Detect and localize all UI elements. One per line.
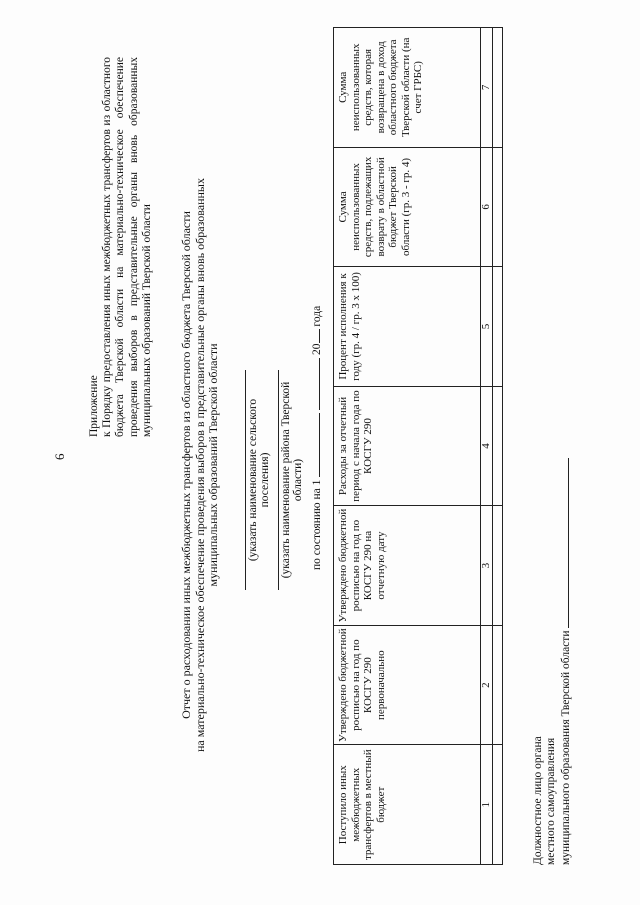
column-number: 7 <box>481 28 493 148</box>
table-row <box>493 28 503 865</box>
appendix-text: к Порядку предоставления иных межбюджетных трансфертов из областного бюджета Тверской области на материально-техническое обеспечение проведения выборов в представительные органы вновь образованных муниципальных образований Тверской области <box>101 57 153 437</box>
column-number: 3 <box>481 506 493 626</box>
column-number: 6 <box>481 147 493 267</box>
column-header: Сумма неиспользованных средств, подлежащих возврату в областной бюджет Тверской области (гр. 3 - гр. 4) <box>334 147 481 267</box>
column-header: Утверждено бюджетной росписью на год по КОСГУ 290 на отчетную дату <box>334 506 481 626</box>
year-blank-field <box>308 329 320 343</box>
date-blank-field <box>308 413 320 477</box>
signature-blank-field <box>558 458 569 628</box>
official-signature-block <box>532 305 573 865</box>
appendix-title: Приложение <box>88 375 100 437</box>
table-header-row <box>334 28 481 865</box>
column-header: Процент исполнения к году (гр. 4 / гр. 3 х 100) <box>334 267 481 387</box>
table-cell[interactable] <box>493 625 503 745</box>
table-cell[interactable] <box>493 386 503 506</box>
report-date-line <box>308 306 323 570</box>
table-number-row <box>481 28 493 865</box>
official-line-1: Должностное лицо органа <box>532 736 544 865</box>
official-line-3 <box>558 305 573 865</box>
column-header: Утверждено бюджетной росписью на год по КОСГУ 290 первоначально <box>334 625 481 745</box>
date-prefix: по состоянию на 1 <box>311 479 323 570</box>
report-title-line-2: на материально-техническое обеспечение проведения выборов в представительные органы вновь образованных <box>192 178 207 753</box>
date-blank-field-2 <box>308 358 320 410</box>
table-cell[interactable] <box>493 28 503 148</box>
table-cell[interactable] <box>493 267 503 387</box>
column-header: Сумма неиспользованных средств, которая возвращена в доход областного бюджета Тверской области (на счет ГРБС) <box>334 28 481 148</box>
column-number: 2 <box>481 625 493 745</box>
page-number: 6 <box>52 453 67 460</box>
year-suffix: года <box>311 305 323 327</box>
column-number: 5 <box>481 267 493 387</box>
column-number: 1 <box>481 745 493 865</box>
settlement-name-hint: (указать наименование сельского поселения) <box>245 370 271 590</box>
appendix-block <box>88 57 154 437</box>
district-name-hint: (указать наименование района Тверской области) <box>278 370 304 590</box>
report-title-line-1: Отчет о расходовании иных межбюджетных трансфертов из областного бюджета Тверской области <box>179 211 193 719</box>
report-table <box>333 27 503 865</box>
fill-in-hints <box>245 370 311 590</box>
column-number: 4 <box>481 386 493 506</box>
official-line-3-text: муниципального образования Тверской области <box>560 630 572 865</box>
table-cell[interactable] <box>493 506 503 626</box>
column-header: Расходы за отчетный период с начала года по КОСГУ 290 <box>334 386 481 506</box>
report-title-line-3: муниципальных образований Тверской области <box>206 343 220 587</box>
column-header: Поступило иных межбюджетных трансфертов в местный бюджет <box>334 745 481 865</box>
report-title <box>180 155 221 775</box>
year-prefix: 20 <box>311 343 323 355</box>
official-line-2: местного самоуправления <box>545 737 557 865</box>
table-cell[interactable] <box>493 147 503 267</box>
table-cell[interactable] <box>493 745 503 865</box>
